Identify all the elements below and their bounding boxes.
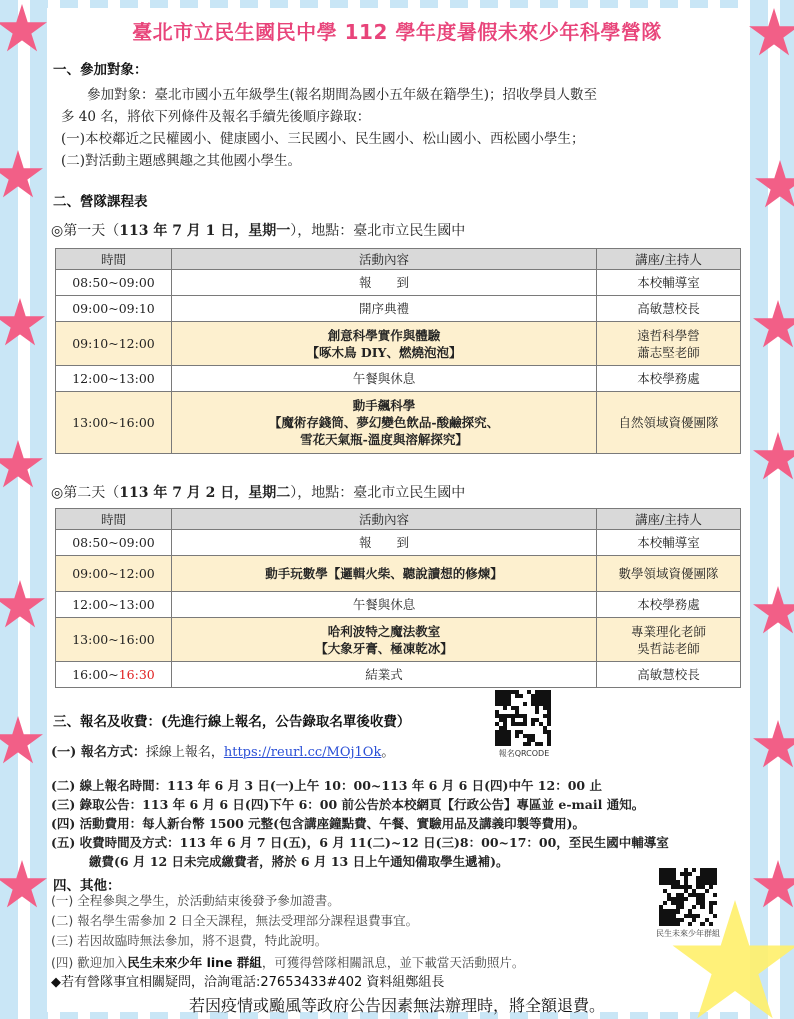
section1-intro-line2: 多 40 名，將依下列條件及報名手續先後順序錄取： (61, 109, 371, 125)
cell-host (597, 618, 741, 662)
cell-time: 12:00~13:00 (56, 592, 172, 618)
cell-activity (172, 322, 597, 366)
day2-prefix: ◎第二天（ (51, 485, 120, 501)
contact-info: ◆若有營隊事宜相關疑問，洽詢電話:27653433#402 資料組鄭組長 (51, 975, 445, 990)
cell-time: 13:00~16:00 (56, 392, 172, 454)
section1-item1: (一)本校鄰近之民權國小、健康國小、三民國小、民生國小、松山國小、西松國小學生； (61, 131, 585, 147)
section3-heading-line (53, 710, 410, 730)
cell-host: 數學領域資優團隊 (597, 556, 741, 592)
cell-host: 高敏慧校長 (597, 662, 741, 688)
page-title: 臺北市立民生國民中學 112 學年度暑假未來少年科學營隊 (132, 20, 662, 44)
table-row (56, 592, 741, 618)
table-row (56, 366, 741, 392)
day2-schedule-table (55, 508, 741, 688)
item4-post: ，可獲得營隊相關訊息，並下載當天活動照片。 (261, 955, 525, 970)
activity-line: 動手飆科學 (352, 398, 416, 413)
qrcode2-caption: 民生未來少年群組 (656, 929, 720, 938)
section1-intro-line1: 參加對象：臺北市國小五年級學生(報名期間為國小五年級在籍學生)；招收學員人數至 (87, 87, 598, 103)
host-line: 蕭志堅老師 (637, 344, 700, 360)
cell-time: 09:00~09:10 (56, 296, 172, 322)
section3-item5-line1: (五) 收費時間及方式：113 年 6 月 7 日(五)，6 月 11(二)~12 日(三)8：00~17：00，至民生國中輔導室 (51, 835, 669, 850)
section4-heading: 四、其他： (53, 878, 121, 894)
host-line: 遠哲科學營 (637, 327, 700, 343)
section4-item3: (三) 若因故臨時無法參加，將不退費，特此說明。 (51, 933, 328, 948)
cell-time: 12:00~13:00 (56, 366, 172, 392)
table-header-host: 講座/主持人 (597, 509, 741, 530)
day1-suffix: ），地點：臺北市立民生國中 (290, 223, 466, 239)
cell-host (597, 322, 741, 366)
section3-item1 (51, 742, 394, 764)
day1-prefix: ◎第一天（ (51, 223, 120, 239)
item1-label: (一) 報名方式： (51, 745, 146, 760)
table-header-time: 時間 (56, 249, 172, 270)
section3-item2: (二) 線上報名時間：113 年 6 月 3 日(一)上午 10：00~113 年 6 月 6 日(四)中午 12：00 止 (51, 778, 602, 793)
activity-line: 哈利波特之魔法教室 (327, 623, 441, 639)
cell-activity: 結業式 (172, 662, 597, 688)
cell-activity: 動手玩數學【邏輯火柴、聽說讀想的修煉】 (172, 556, 597, 592)
activity-line: 【大象牙膏、極凍乾冰】 (315, 640, 453, 656)
registration-link[interactable]: https://reurl.cc/MOj1Ok (223, 745, 382, 760)
day2-date: 113 年 7 月 2 日，星期二 (119, 485, 291, 501)
cell-time: 08:50~09:00 (56, 270, 172, 296)
table-row (56, 556, 741, 592)
table-row (56, 322, 741, 366)
registration-qrcode-icon[interactable] (495, 690, 551, 746)
section3-item4: (四) 活動費用：每人新台幣 1500 元整(包含講座鐘點費、午餐、實驗用品及講義印製等費用)。 (51, 816, 586, 831)
table-row (56, 530, 741, 556)
cell-activity: 午餐與休息 (172, 366, 597, 392)
qrcode-caption: 報名QRCODE (498, 749, 550, 758)
activity-line: 創意科學實作與體驗 (327, 327, 441, 343)
time-end: 16:30 (118, 667, 155, 682)
cell-host: 自然領域資優團隊 (597, 392, 741, 454)
section1-heading: 一、參加對象： (53, 62, 148, 78)
table-row (56, 270, 741, 296)
time-start: 16:00~ (72, 667, 119, 682)
table-header-host: 講座/主持人 (597, 249, 741, 270)
section4-item1: (一) 全程參與之學生，於活動結束後發予參加證書。 (51, 893, 340, 908)
line-group-qrcode-icon[interactable] (659, 868, 717, 926)
item4-pre: (四) 歡迎加入 (51, 955, 128, 970)
section4-item2: (二) 報名學生需參加 2 日全天課程，無法受理部分課程退費事宜。 (51, 913, 419, 928)
table-row (56, 392, 741, 454)
table-row (56, 662, 741, 688)
day2-line (51, 482, 465, 502)
cell-host: 本校學務處 (597, 366, 741, 392)
table-row (56, 618, 741, 662)
section3-item5-line2: 繳費(6 月 12 日未完成繳費者，將於 6 月 13 日上午通知備取學生遞補)。 (89, 854, 509, 869)
cell-time: 09:00~12:00 (56, 556, 172, 592)
cell-activity: 報 到 (172, 530, 597, 556)
cell-activity: 開序典禮 (172, 296, 597, 322)
cell-activity: 午餐與休息 (172, 592, 597, 618)
cell-activity (172, 392, 597, 454)
refund-notice: 若因疫情或颱風等政府公告因素無法辦理時，將全額退費。 (188, 996, 605, 1015)
item1-text: 採線上報名， (145, 745, 224, 760)
table-header-activity: 活動內容 (172, 509, 597, 530)
day1-date: 113 年 7 月 1 日，星期一 (119, 223, 291, 239)
section3-heading-note: (先進行線上報名，公告錄取名單後收費） (161, 714, 411, 730)
cell-time (56, 662, 172, 688)
day1-schedule-table (55, 248, 741, 454)
cell-time: 09:10~12:00 (56, 322, 172, 366)
section2-heading: 二、營隊課程表 (53, 194, 148, 210)
cell-activity: 報 到 (172, 270, 597, 296)
section3-heading: 三、報名及收費： (53, 714, 161, 730)
item1-tail: 。 (381, 745, 395, 760)
section3-item3: (三) 錄取公告：113 年 6 月 6 日(四)下午 6：00 前公告於本校網頁【行政公告】專區並 e-mail 通知。 (51, 797, 645, 812)
day1-line (51, 220, 465, 240)
section4-item4 (51, 952, 524, 974)
table-header-time: 時間 (56, 509, 172, 530)
activity-line: 雪花天氣瓶-溫度與溶解探究】 (300, 432, 468, 447)
cell-host: 本校輔導室 (597, 270, 741, 296)
activity-line: 【啄木鳥 DIY、燃燒泡泡】 (306, 344, 462, 360)
cell-host: 高敏慧校長 (597, 296, 741, 322)
table-row (56, 296, 741, 322)
section1-item2: (二)對活動主題感興趣之其他國小學生。 (61, 153, 302, 169)
host-line: 專業理化老師 (630, 623, 706, 639)
cell-time: 08:50~09:00 (56, 530, 172, 556)
cell-host: 本校輔導室 (597, 530, 741, 556)
line-group-name: 民生未來少年 line 群組 (127, 955, 262, 970)
day2-suffix: ），地點：臺北市立民生國中 (290, 485, 466, 501)
host-line: 吳哲誌老師 (637, 640, 700, 656)
cell-host: 本校學務處 (597, 592, 741, 618)
table-header-activity: 活動內容 (172, 249, 597, 270)
activity-line: 【魔術存錢筒、夢幻變色飲品-酸鹼探究、 (268, 415, 500, 430)
cell-activity (172, 618, 597, 662)
cell-time: 13:00~16:00 (56, 618, 172, 662)
